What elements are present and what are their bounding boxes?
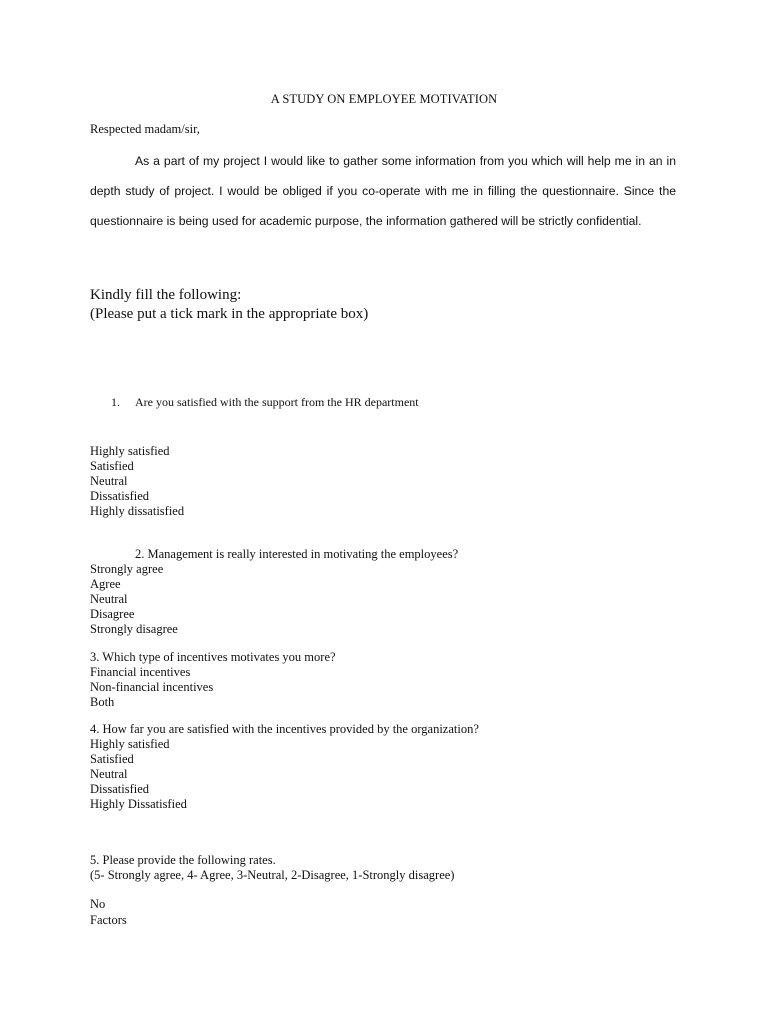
question-1-text: Are you satisfied with the support from the HR department: [135, 395, 419, 409]
question-5-text: 5. Please provide the following rates.: [90, 853, 276, 867]
option[interactable]: Satisfied: [90, 752, 134, 766]
question-4-options: [90, 737, 187, 812]
option[interactable]: Strongly disagree: [90, 622, 178, 636]
question-2-options: [90, 562, 178, 637]
table-header-no: No: [90, 897, 106, 911]
instruction-note: (Please put a tick mark in the appropriate box): [90, 306, 369, 322]
option[interactable]: Financial incentives: [90, 665, 191, 679]
intro-paragraph: As a part of my project I would like to gather some information from you which will help me in an in depth study of project. I would be obliged if you co-operate with me in filling the questionnaire. Since the questionnaire is being used for academic purpose, the information gathered will be strictly confidential.: [90, 154, 676, 228]
option[interactable]: Both: [90, 695, 115, 709]
question-4-text: 4. How far you are satisfied with the incentives provided by the organization?: [90, 722, 479, 736]
option[interactable]: Strongly agree: [90, 562, 164, 576]
option[interactable]: Non-financial incentives: [90, 680, 214, 694]
option[interactable]: Neutral: [90, 592, 128, 606]
question-3-text: 3. Which type of incentives motivates you more?: [90, 650, 336, 664]
option[interactable]: Highly Dissatisfied: [90, 797, 187, 811]
option[interactable]: Highly satisfied: [90, 737, 170, 751]
option[interactable]: Dissatisfied: [90, 782, 150, 796]
option[interactable]: Highly dissatisfied: [90, 504, 185, 518]
option[interactable]: Disagree: [90, 607, 135, 621]
table-header-factors: Factors: [90, 913, 127, 927]
question-1-options: [90, 444, 184, 519]
option[interactable]: Highly satisfied: [90, 444, 170, 458]
question-2-text: 2. Management is really interested in motivating the employees?: [135, 547, 459, 561]
instruction-heading: Kindly fill the following:: [90, 287, 242, 303]
document-title: A STUDY ON EMPLOYEE MOTIVATION: [270, 92, 498, 106]
rating-scale: (5- Strongly agree, 4- Agree, 3-Neutral, 2-Disagree, 1-Strongly disagree): [90, 868, 455, 882]
option[interactable]: Neutral: [90, 767, 128, 781]
option[interactable]: Agree: [90, 577, 121, 591]
option[interactable]: Neutral: [90, 474, 128, 488]
question-3-options: [90, 665, 213, 710]
question-1-number: 1.: [111, 395, 120, 409]
question-1: [111, 395, 419, 410]
option[interactable]: Satisfied: [90, 459, 134, 473]
option[interactable]: Dissatisfied: [90, 489, 150, 503]
salutation: Respected madam/sir,: [90, 122, 200, 136]
